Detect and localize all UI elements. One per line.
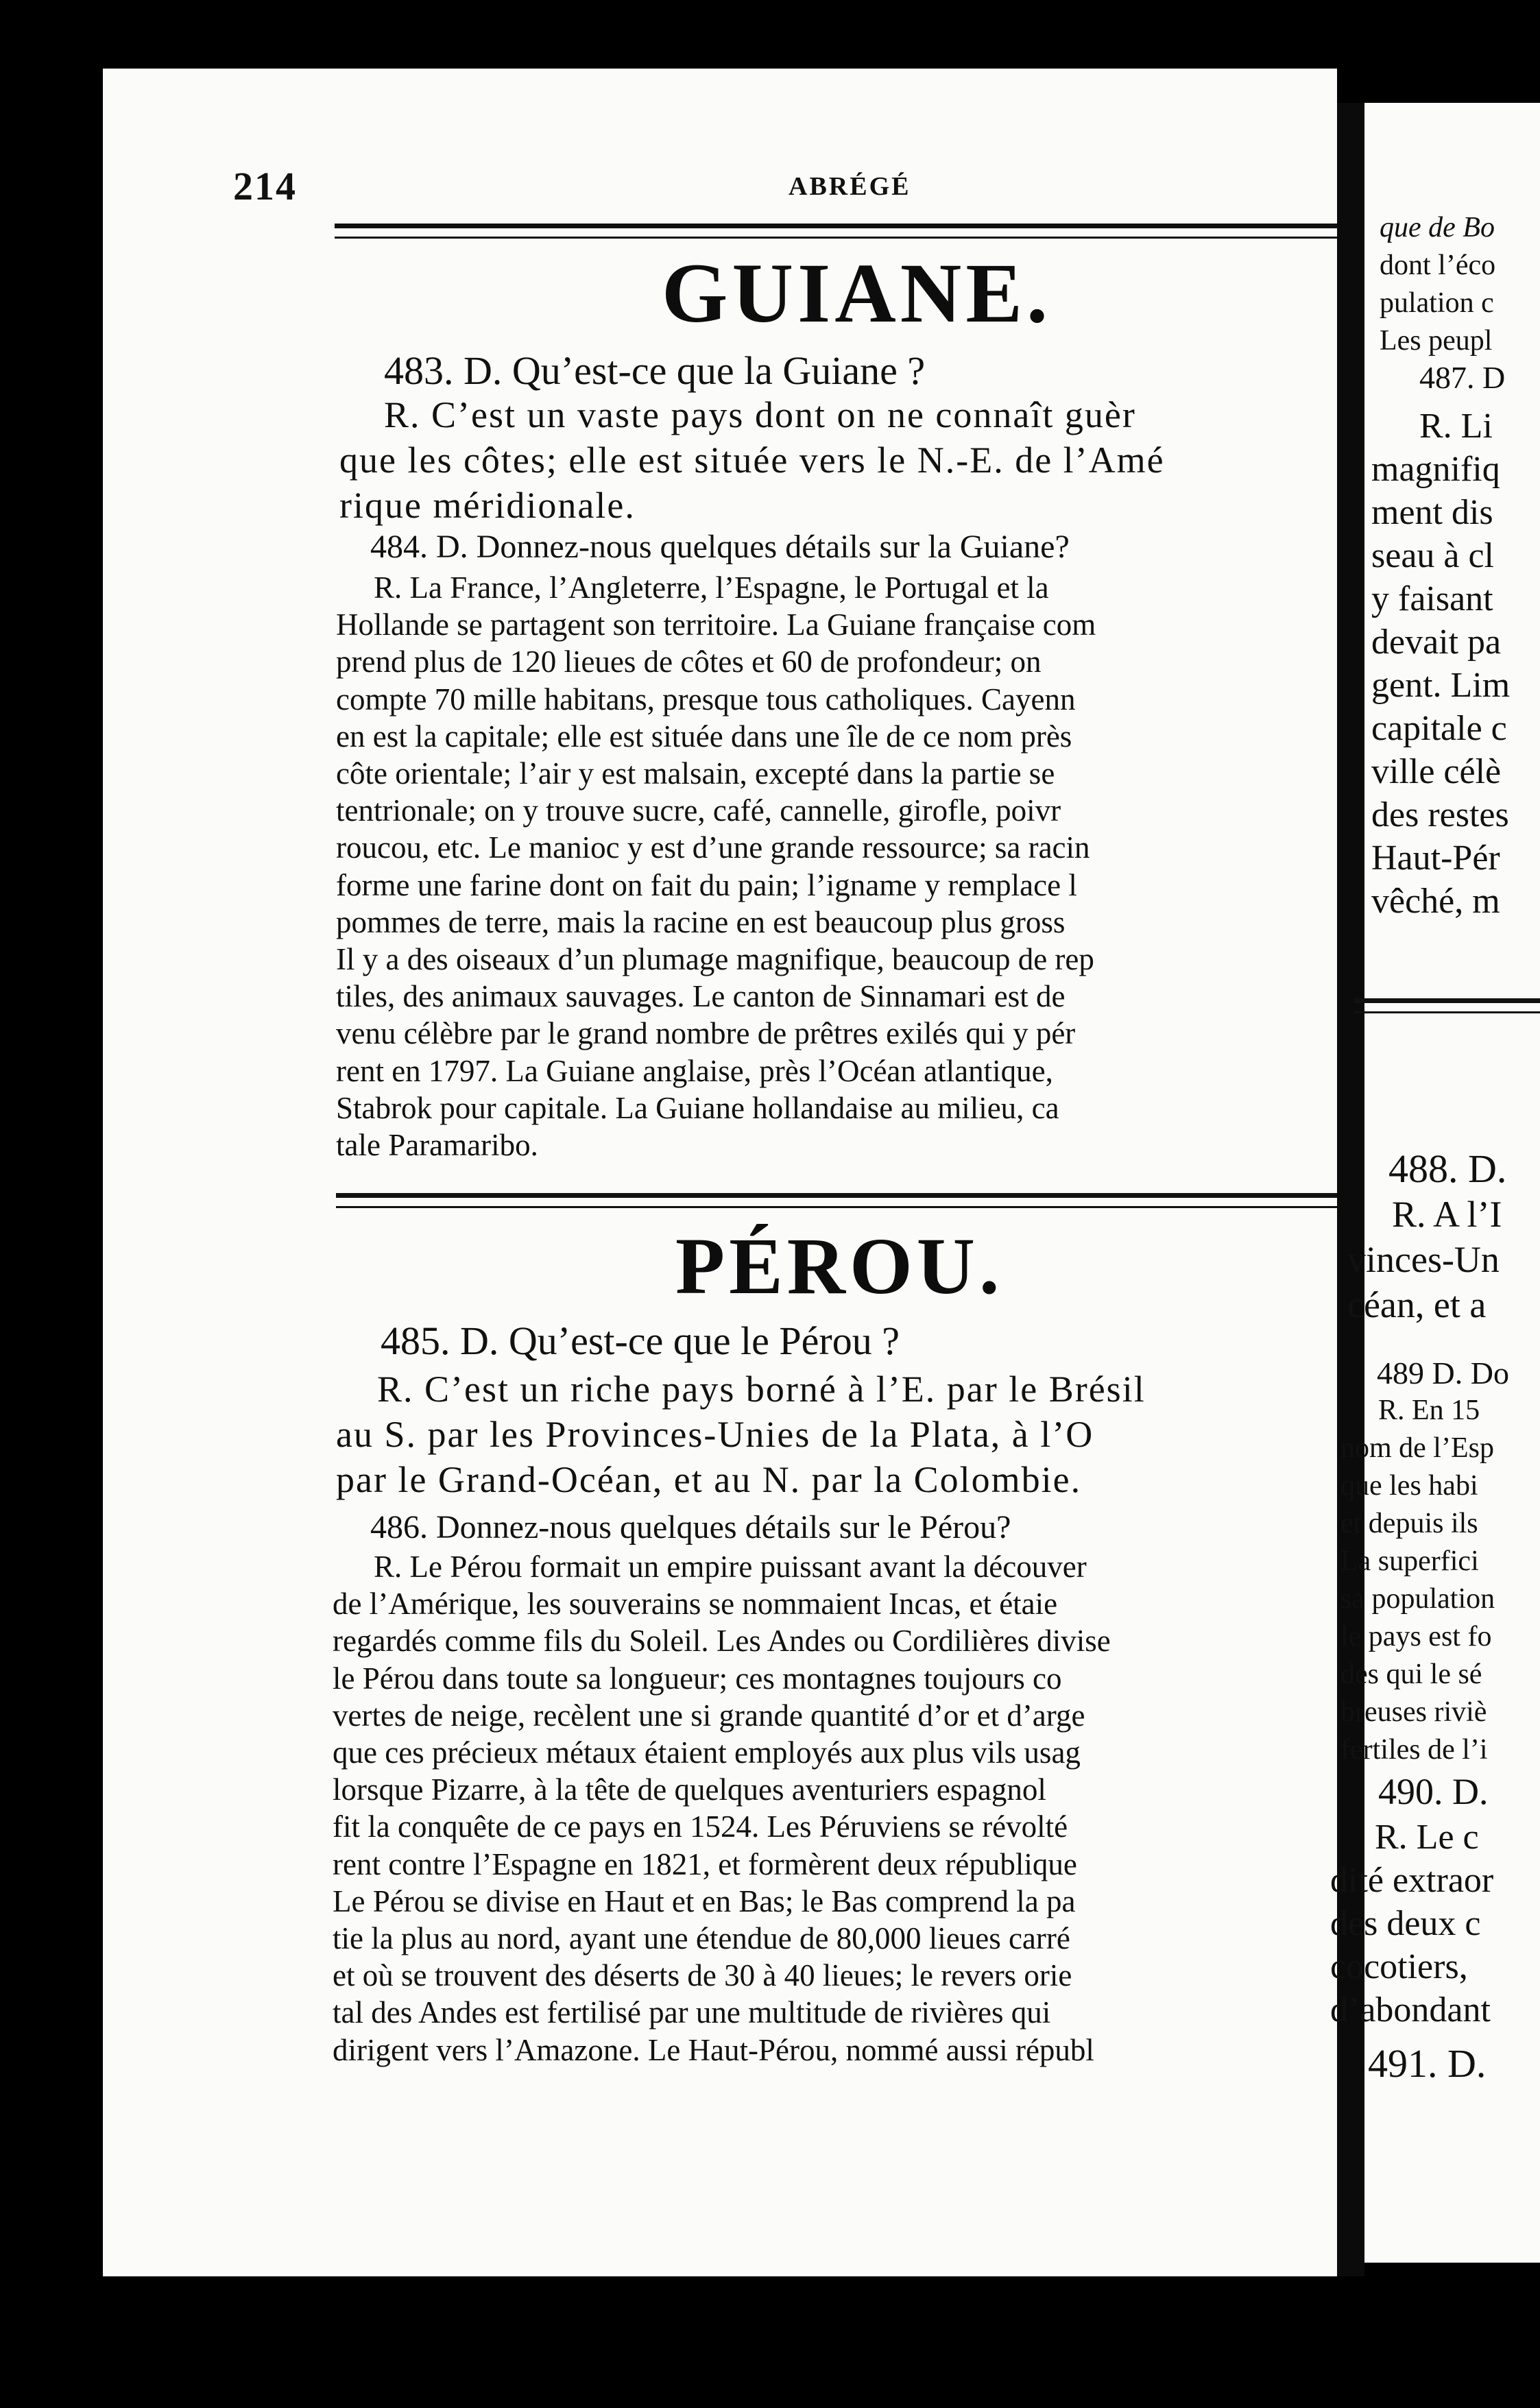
right-top-text: [1380, 209, 1540, 360]
text-line: R. Le Pérou formait un empire puissant avant la découver: [374, 1550, 1087, 1584]
right-question-487: [1419, 359, 1540, 396]
text-line: Il y a des oiseaux d’un plumage magnifique, beaucoup de rep: [336, 942, 1094, 977]
text-line: dirigent vers l’Amazone. Le Haut-Pérou, nommé aussi républ: [333, 2032, 1094, 2067]
text-line: et depuis ils: [1340, 1508, 1478, 1539]
question-line: 490. D.: [1378, 1771, 1489, 1812]
text-line: au S. par les Provinces-Unies de la Plata, à l’O: [336, 1414, 1094, 1455]
text-line: regardés comme fils du Soleil. Les Andes ou Cordilières divise: [333, 1624, 1111, 1659]
text-line: y faisant: [1371, 579, 1493, 618]
text-line: dont l’éco: [1380, 250, 1496, 281]
running-head: ABRÉGÉ: [789, 172, 911, 201]
answer-484: [336, 569, 1337, 1164]
text-line: vertes de neige, recèlent une si grande quantité d’or et d’arge: [333, 1698, 1085, 1733]
text-line: forme une farine dont on fait du pain; l’igname y remplace l: [336, 867, 1077, 902]
question-485: [381, 1316, 1337, 1366]
text-line: ment dis: [1371, 493, 1493, 532]
text-line: tiles, des animaux sauvages. Le canton de Sinnamari est de: [336, 979, 1066, 1014]
text-line: des deux c: [1330, 1904, 1481, 1943]
text-line: R. En 15: [1378, 1395, 1480, 1426]
question-line: 489 D. Do: [1377, 1356, 1509, 1390]
text-line: R. Li: [1419, 407, 1493, 446]
question-483: [384, 346, 1337, 396]
question-486: [370, 1508, 1337, 1547]
text-line: tie la plus au nord, ayant une étendue de 80,000 lieues carré: [333, 1921, 1070, 1956]
text-line: vinces-Un: [1347, 1239, 1500, 1280]
page-number: 214: [233, 164, 297, 208]
text-line: ville célè: [1371, 752, 1502, 791]
text-line: en est la capitale; elle est située dans une île de ce nom près: [336, 719, 1072, 754]
text-line: Hollande se partagent son territoire. La Guiane française com: [336, 607, 1096, 642]
text-line: que de Bo: [1380, 212, 1495, 243]
text-line: que ces précieux métaux étaient employés aux plus vils usag: [333, 1735, 1081, 1770]
text-line: que les habi: [1340, 1470, 1478, 1502]
section-rule: [336, 1193, 1337, 1208]
text-line: lorsque Pizarre, à la tête de quelques aventuriers espagnol: [333, 1772, 1046, 1807]
text-line: breuses riviè: [1340, 1696, 1487, 1728]
answer-483: [339, 392, 1337, 528]
text-line: R. Le c: [1375, 1818, 1479, 1857]
answer-486: [333, 1548, 1337, 2069]
text-line: R. A l’I: [1392, 1194, 1502, 1235]
text-line: céan, et a: [1347, 1284, 1487, 1325]
right-answer-490: [1330, 1816, 1540, 2032]
text-line: Les peupl: [1380, 325, 1493, 357]
question-line: 486. Donnez-nous quelques détails sur le Pérou?: [370, 1509, 1011, 1545]
answer-485: [336, 1366, 1337, 1502]
text-line: tentrionale; on y trouve sucre, café, cannelle, girofle, poivr: [336, 793, 1061, 828]
question-line: 483. D. Qu’est-ce que la Guiane ?: [384, 348, 926, 393]
text-line: vêché, m: [1371, 882, 1500, 921]
text-line: compte 70 mille habitans, presque tous catholiques. Cayenn: [336, 682, 1076, 717]
right-section-rule: [1354, 998, 1540, 1013]
right-answer-489: [1340, 1392, 1540, 1769]
text-line: seau à cl: [1371, 536, 1495, 575]
right-question-491: [1368, 2040, 1540, 2088]
text-line: Le Pérou se divise en Haut et en Bas; le Bas comprend la pa: [333, 1883, 1076, 1918]
text-line: venu célèbre par le grand nombre de prêtres exilés qui y pér: [336, 1016, 1076, 1051]
text-line: capitale c: [1371, 709, 1507, 748]
right-answer-487: [1371, 405, 1540, 923]
text-line: fertiles de l’i: [1340, 1734, 1488, 1766]
right-question-490: [1378, 1769, 1540, 1814]
text-line: rent en 1797. La Guiane anglaise, près l’Océan atlantique,: [336, 1053, 1053, 1088]
text-line: de l’Amérique, les souverains se nommaient Incas, et étaie: [333, 1587, 1058, 1622]
text-line: par le Grand-Océan, et au N. par la Colombie.: [336, 1459, 1082, 1500]
question-line: 487. D: [1419, 360, 1506, 395]
text-line: sa population: [1340, 1583, 1495, 1615]
text-line: d’abondant: [1330, 1990, 1491, 2030]
right-answer-488: [1347, 1192, 1540, 1327]
text-line: le Pérou dans toute sa longueur; ces montagnes toujours co: [333, 1661, 1062, 1696]
text-line: pulation c: [1380, 287, 1494, 319]
text-line: et où se trouvent des déserts de 30 à 40 lieues; le revers orie: [333, 1958, 1072, 1993]
text-line: Haut-Pér: [1371, 839, 1500, 878]
text-line: rent contre l’Espagne en 1821, et formèrent deux république: [333, 1846, 1077, 1881]
text-line: nom de l’Esp: [1340, 1432, 1494, 1464]
text-line: dité extraor: [1330, 1861, 1494, 1900]
text-line: R. La France, l’Angleterre, l’Espagne, le Portugal et la: [374, 570, 1049, 605]
text-line: tale Paramaribo.: [336, 1128, 538, 1163]
right-question-489: [1377, 1354, 1540, 1392]
text-line: La superfici: [1340, 1545, 1479, 1577]
text-line: le pays est fo: [1340, 1621, 1492, 1652]
text-line: cocotiers,: [1330, 1947, 1468, 1986]
text-line: devait pa: [1371, 623, 1502, 662]
text-line: que les côtes; elle est située vers le N.-E. de l’Amé: [339, 440, 1165, 481]
text-line: pommes de terre, mais la racine en est beaucoup plus gross: [336, 904, 1066, 939]
question-line: 485. D. Qu’est-ce que le Pérou ?: [381, 1319, 900, 1363]
text-line: côte orientale; l’air y est malsain, excepté dans la partie se: [336, 756, 1055, 791]
text-line: des restes: [1371, 795, 1509, 834]
text-line: fit la conquête de ce pays en 1524. Les Péruviens se révolté: [333, 1809, 1068, 1844]
question-line: 488. D.: [1388, 1146, 1507, 1191]
text-line: roucou, etc. Le manioc y est d’une grande ressource; sa racin: [336, 830, 1090, 865]
question-484: [370, 528, 1337, 566]
header-rule: [335, 224, 1337, 239]
question-line: 491. D.: [1368, 2041, 1487, 2086]
text-line: rique méridionale.: [339, 485, 636, 526]
section-title-perou: PÉROU.: [675, 1221, 1004, 1311]
text-line: gent. Lim: [1371, 666, 1511, 705]
right-question-488: [1388, 1145, 1540, 1193]
text-line: magnifiq: [1371, 450, 1500, 489]
text-line: tal des Andes est fertilisé par une multitude de rivières qui: [333, 1995, 1051, 2030]
text-line: prend plus de 120 lieues de côtes et 60 de profondeur; on: [336, 645, 1042, 679]
text-line: des qui le sé: [1340, 1659, 1482, 1690]
text-line: R. C’est un vaste pays dont on ne connaît guèr: [384, 394, 1136, 435]
question-line: 484. D. Donnez-nous quelques détails sur la Guiane?: [370, 529, 1070, 565]
text-line: Stabrok pour capitale. La Guiane hollandaise au milieu, ca: [336, 1090, 1059, 1125]
page-header: [233, 163, 1330, 208]
text-line: R. C’est un riche pays borné à l’E. par le Brésil: [377, 1369, 1146, 1410]
section-title-guiane: GUIANE.: [662, 246, 1052, 340]
